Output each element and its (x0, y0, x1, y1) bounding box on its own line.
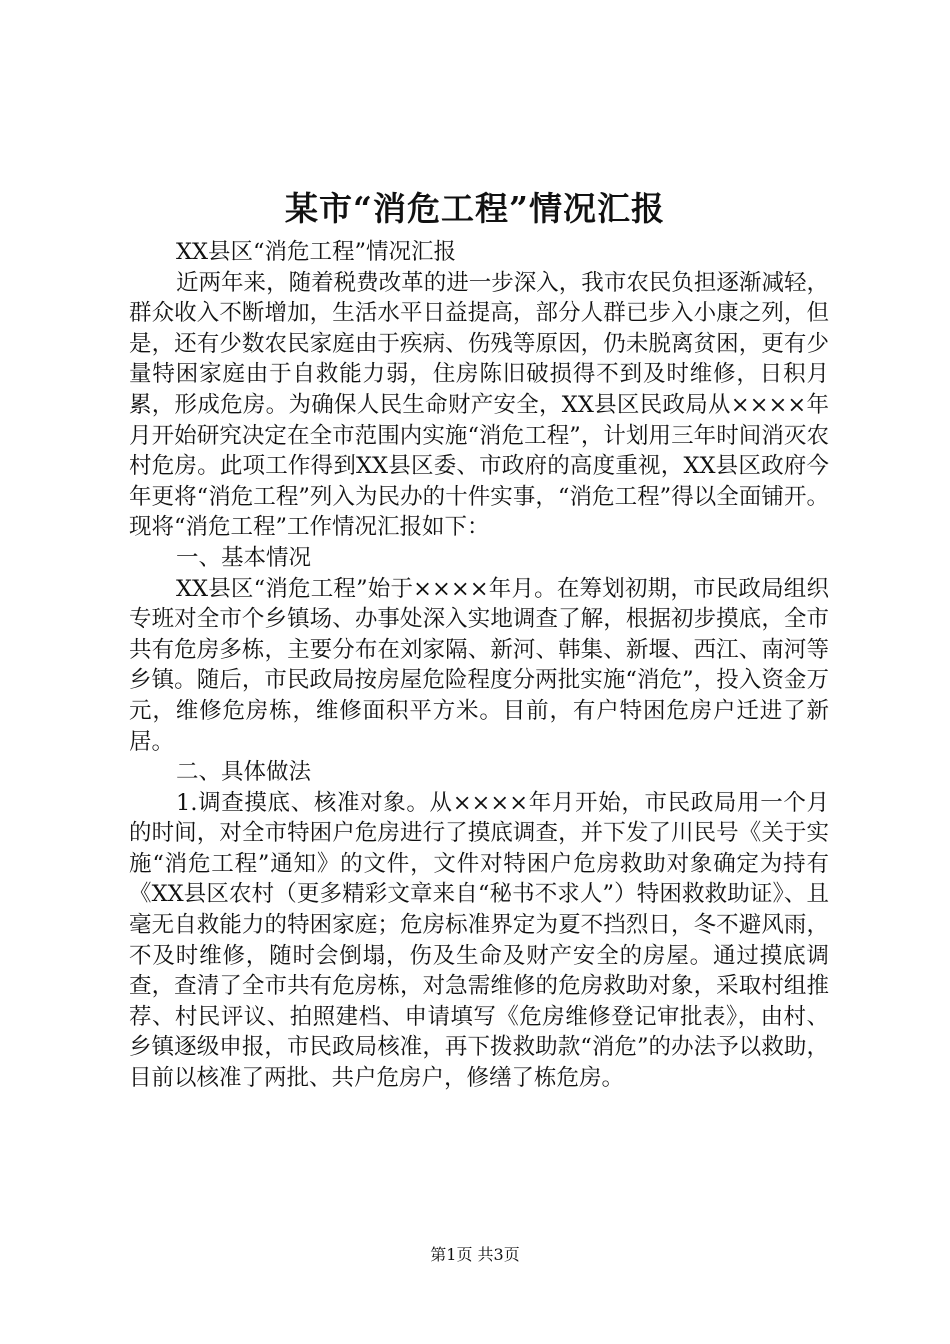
intro-paragraph: 近两年来，随着税费改革的进一步深入，我市农民负担逐渐减轻，群众收入不断增加，生活水平日益提高，部分人群已步入小康之列，但是，还有少数农民家庭由于疾病、伤残等原因，仍未脱离贫困，更有少量特困家庭由于自救能力弱，住房陈旧破损得不到及时维修，日积月累，形成危房。为确保人民生命财产安全，XX县区民政局从××××年月开始研究决定在全市范围内实施“消危工程”，计划用三年时间消灭农村危房。此项工作得到XX县区委、市政府的高度重视，XX县区政府今年更将“消危工程”列入为民办的十件实事，“消危工程”得以全面铺开。现将“消危工程”工作情况汇报如下： (129, 269, 829, 541)
section-heading-basic: 一、基本情况 (176, 544, 312, 571)
section-heading-methods: 二、具体做法 (176, 759, 312, 786)
page-footer (0, 1244, 950, 1266)
report-subtitle: XX县区“消危工程”情况汇报 (176, 239, 457, 265)
page-number: 第1页 共3页 (430, 1245, 520, 1264)
basic-situation-paragraph: XX县区“消危工程”始于××××年月。在筹划初期，市民政局组织专班对全市个乡镇场、办事处深入实地调查了解，根据初步摸底，全市共有危房多栋，主要分布在刘家隔、新河、韩集、新堰、西江、南河等乡镇。随后，市民政局按房屋危险程度分两批实施“消危”，投入资金万元，维修危房栋，维修面积平方米。目前，有户特困危房户迁进了新居。 (129, 575, 829, 755)
document-body (129, 237, 829, 1094)
methods-paragraph-1: 1.调查摸底、核准对象。从××××年月开始，市民政局用一个月的时间，对全市特困户危房进行了摸底调查，并下发了川民号《关于实施“消危工程”通知》的文件，文件对特困户危房救助对象确定为持有《XX县区农村（更多精彩文章来自“秘书不求人”）特困救救助证》、且毫无自救能力的特困家庭；危房标准界定为夏不挡烈日，冬不避风雨，不及时维修，随时会倒塌，伤及生命及财产安全的房屋。通过摸底调查，查清了全市共有危房栋，对急需维修的危房救助对象，采取村组推荐、村民评议、拍照建档、申请填写《危房维修登记审批表》，由村、乡镇逐级申报，市民政局核准，再下拨救助款“消危”的办法予以救助，目前以核准了两批、共户危房户，修缮了栋危房。 (129, 789, 829, 1092)
document-title: 某市“消危工程”情况汇报 (285, 189, 665, 228)
